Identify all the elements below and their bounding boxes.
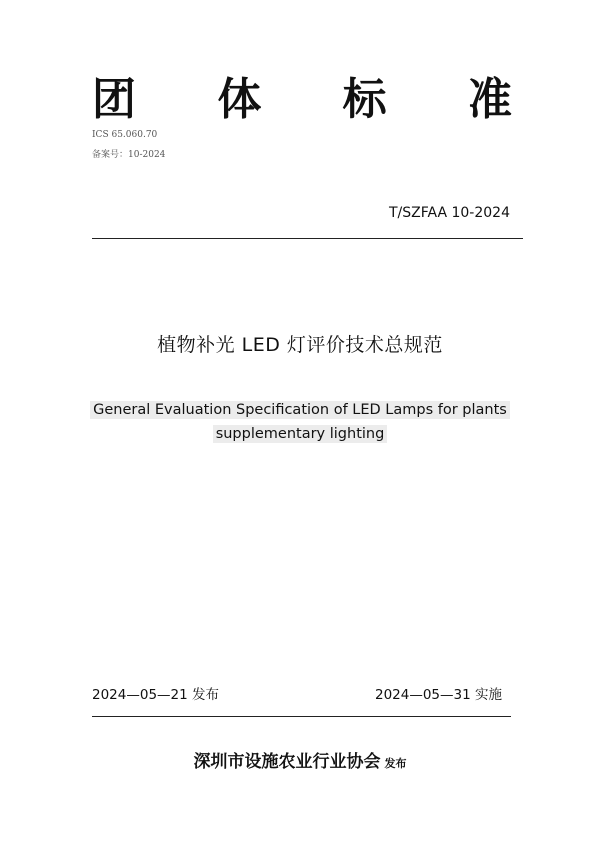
standard-type-heading: [92, 74, 512, 125]
issuer-organization: 深圳市设施农业行业协会: [193, 752, 381, 772]
title-chinese: 植物补光 LED 灯评价技术总规范: [157, 334, 443, 356]
issuer-suffix: 发布: [384, 757, 407, 770]
publish-date: 2024—05—21 发布: [92, 687, 220, 703]
standard-type-char-3: 标: [342, 74, 387, 125]
top-divider: [92, 238, 523, 239]
standard-type-char-4: 准: [467, 74, 512, 125]
title-english: [0, 398, 600, 446]
record-number: 备案号：10-2024: [92, 150, 166, 160]
bottom-divider: [92, 716, 511, 717]
title-english-line-2: supplementary lighting: [213, 425, 388, 443]
implementation-date: 2024—05—31 实施: [374, 687, 502, 703]
title-english-line-1: General Evaluation Specification of LED Lamps for plants: [90, 401, 510, 419]
standard-type-char-1: 团: [92, 74, 136, 125]
standard-type-char-2: 体: [217, 74, 262, 125]
ics-code: ICS 65.060.70: [92, 130, 158, 140]
issuer: [0, 747, 600, 772]
standard-number: T/SZFAA 10-2024: [388, 205, 510, 221]
